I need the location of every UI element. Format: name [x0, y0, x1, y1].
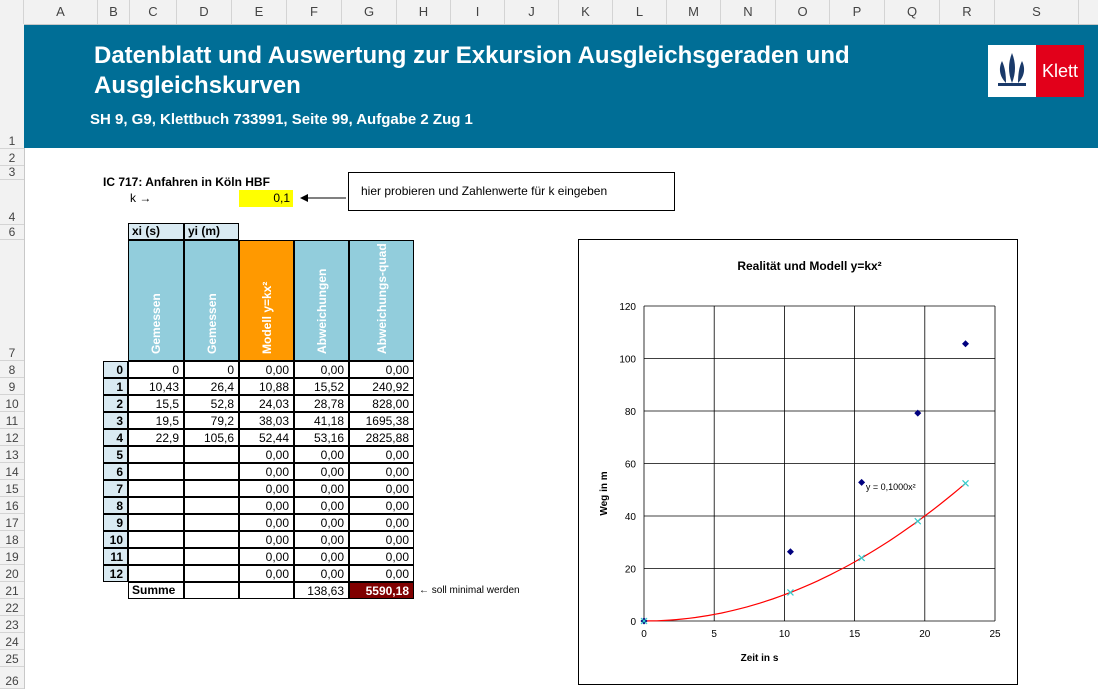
row-header-22[interactable]: 22: [0, 599, 24, 616]
column-header-f[interactable]: F: [287, 0, 342, 24]
column-header-i[interactable]: I: [451, 0, 505, 24]
k-label: k →: [130, 191, 152, 205]
header-modell-label: Modell y=kx²: [259, 281, 274, 354]
table-cell-y[interactable]: 26,4: [184, 378, 239, 395]
column-header-g[interactable]: G: [342, 0, 397, 24]
y-tick-label: 120: [619, 302, 636, 313]
x-tick-label: 5: [711, 629, 717, 640]
sum-empty-2: [239, 582, 294, 599]
table-cell-a[interactable]: 0,00: [294, 480, 349, 497]
table-cell-x[interactable]: [128, 497, 184, 514]
table-cell-i[interactable]: 9: [103, 514, 128, 531]
column-header-a[interactable]: A: [24, 0, 98, 24]
table-cell-q[interactable]: 240,92: [349, 378, 414, 395]
table-cell-m[interactable]: 10,88: [239, 378, 294, 395]
table-cell-x[interactable]: 15,5: [128, 395, 184, 412]
column-header-p[interactable]: P: [830, 0, 885, 24]
table-cell-x[interactable]: [128, 514, 184, 531]
column-header-k[interactable]: K: [559, 0, 613, 24]
header-gemessen-y-label: Gemessen: [204, 293, 219, 354]
trend-label: y = 0,1000x²: [865, 481, 916, 492]
header-abweichungen: [294, 240, 349, 361]
table-cell-m[interactable]: 0,00: [239, 531, 294, 548]
table-cell-m[interactable]: 0,00: [239, 463, 294, 480]
table-cell-a[interactable]: 53,16: [294, 429, 349, 446]
table-cell-q[interactable]: 0,00: [349, 480, 414, 497]
page-title: Datenblatt und Auswertung zur Exkursion Ausgleichsgeraden und Ausgleichskurven: [94, 42, 850, 99]
column-header-c[interactable]: C: [130, 0, 177, 24]
header-gemessen-x: [128, 240, 184, 361]
row-header-16[interactable]: 16: [0, 497, 24, 514]
table-cell-i[interactable]: 10: [103, 531, 128, 548]
page-subtitle: SH 9, G9, Klettbuch 733991, Seite 99, Aufgabe 2 Zug 1: [90, 111, 473, 128]
table-cell-a[interactable]: 0,00: [294, 548, 349, 565]
table-cell-i[interactable]: 6: [103, 463, 128, 480]
header-abweichungen-label: Abweichungen: [314, 268, 329, 354]
row-header-11[interactable]: 11: [0, 412, 24, 429]
row-header-19[interactable]: 19: [0, 548, 24, 565]
column-header-h[interactable]: H: [397, 0, 451, 24]
table-cell-q[interactable]: 2825,88: [349, 429, 414, 446]
row-header-6[interactable]: 6: [0, 225, 24, 240]
column-header-n[interactable]: N: [721, 0, 776, 24]
table-cell-a[interactable]: 0,00: [294, 531, 349, 548]
table-cell-x[interactable]: 10,43: [128, 378, 184, 395]
table-cell-y[interactable]: [184, 446, 239, 463]
sum-label: Summe: [128, 582, 184, 599]
table-cell-i[interactable]: 2: [103, 395, 128, 412]
data-point-modell: [915, 518, 921, 524]
table-cell-x[interactable]: [128, 463, 184, 480]
row-header-23[interactable]: 23: [0, 616, 24, 633]
row-header-2[interactable]: 2: [0, 149, 24, 166]
y-tick-label: 100: [619, 354, 636, 366]
table-cell-y[interactable]: [184, 531, 239, 548]
table-cell-a[interactable]: 0,00: [294, 361, 349, 378]
table-cell-i[interactable]: 8: [103, 497, 128, 514]
data-point-gemessen: [858, 479, 865, 486]
row-header-1[interactable]: 1: [0, 25, 24, 149]
row-header-7[interactable]: 7: [0, 240, 24, 361]
y-tick-label: 60: [624, 459, 636, 471]
x-tick-label: 20: [919, 629, 931, 640]
sum-abweichungs-quad: 5590,18: [349, 582, 414, 599]
table-cell-x[interactable]: 22,9: [128, 429, 184, 446]
y-axis-label: Weg in m: [599, 471, 610, 516]
table-cell-x[interactable]: [128, 565, 184, 582]
column-header-m[interactable]: M: [667, 0, 721, 24]
table-cell-x[interactable]: [128, 548, 184, 565]
corner-cell[interactable]: [0, 0, 24, 24]
table-cell-m[interactable]: 52,44: [239, 429, 294, 446]
data-point-modell: [859, 555, 865, 561]
table-cell-m[interactable]: 0,00: [239, 446, 294, 463]
title-banner: [24, 25, 1098, 148]
row-header-21[interactable]: 21: [0, 582, 24, 599]
header-modell: [239, 240, 294, 361]
column-header-e[interactable]: E: [232, 0, 287, 24]
table-cell-y[interactable]: [184, 480, 239, 497]
table-cell-y[interactable]: [184, 514, 239, 531]
table-cell-y[interactable]: [184, 565, 239, 582]
row-header-3[interactable]: 3: [0, 166, 24, 180]
table-cell-i[interactable]: 7: [103, 480, 128, 497]
row-header-18[interactable]: 18: [0, 531, 24, 548]
header-gemessen-y: [184, 240, 239, 361]
table-cell-m[interactable]: 0,00: [239, 514, 294, 531]
table-cell-i[interactable]: 12: [103, 565, 128, 582]
data-point-gemessen: [787, 548, 794, 555]
header-abweichungs-quad-label: Abweichungs-quad: [374, 243, 389, 354]
y-tick-label: 80: [624, 407, 636, 418]
sum-abweichungen: 138,63: [294, 582, 349, 599]
chart-title: Realität und Modell y=kx²: [737, 259, 882, 273]
x-axis-label: Zeit in s: [740, 653, 779, 664]
table-cell-q[interactable]: 0,00: [349, 446, 414, 463]
table-cell-q[interactable]: 0,00: [349, 565, 414, 582]
row-header-25[interactable]: 25: [0, 650, 24, 667]
table-cell-x[interactable]: [128, 480, 184, 497]
table-cell-y[interactable]: 52,8: [184, 395, 239, 412]
header-xi: xi (s): [128, 223, 184, 240]
table-cell-y[interactable]: 79,2: [184, 412, 239, 429]
table-cell-x[interactable]: 0: [128, 361, 184, 378]
table-cell-q[interactable]: 0,00: [349, 548, 414, 565]
column-header-r[interactable]: R: [940, 0, 995, 24]
y-tick-label: 20: [624, 564, 636, 576]
table-cell-q[interactable]: 1695,38: [349, 412, 414, 429]
k-input-cell[interactable]: 0,1: [239, 190, 293, 207]
table-cell-q[interactable]: 0,00: [349, 463, 414, 480]
table-cell-a[interactable]: 0,00: [294, 497, 349, 514]
table-cell-i[interactable]: 5: [103, 446, 128, 463]
sum-note: ← soll minimal werden: [419, 585, 520, 596]
table-cell-m[interactable]: 0,00: [239, 565, 294, 582]
table-cell-m[interactable]: 0,00: [239, 497, 294, 514]
row-header-10[interactable]: 10: [0, 395, 24, 412]
table-cell-i[interactable]: 4: [103, 429, 128, 446]
y-tick-label: 40: [624, 512, 636, 523]
table-cell-q[interactable]: 0,00: [349, 531, 414, 548]
column-header-d[interactable]: D: [177, 0, 232, 24]
x-tick-label: 10: [778, 629, 790, 640]
x-tick-label: 0: [641, 629, 647, 640]
row-header-9[interactable]: 9: [0, 378, 24, 395]
table-cell-a[interactable]: 0,00: [294, 463, 349, 480]
table-cell-x[interactable]: 19,5: [128, 412, 184, 429]
data-point-modell: [787, 589, 793, 595]
header-gemessen-x-label: Gemessen: [149, 293, 163, 354]
table-cell-q[interactable]: 0,00: [349, 361, 414, 378]
row-header-8[interactable]: 8: [0, 361, 24, 378]
row-header-12[interactable]: 12: [0, 429, 24, 446]
table-cell-a[interactable]: 0,00: [294, 514, 349, 531]
table-cell-m[interactable]: 38,03: [239, 412, 294, 429]
x-tick-label: 25: [989, 629, 1001, 640]
header-abweichungs-quad: [349, 240, 414, 361]
logo-text: Klett: [1036, 45, 1084, 97]
table-cell-i[interactable]: 1: [103, 378, 128, 395]
table-cell-y[interactable]: 0: [184, 361, 239, 378]
table-cell-i[interactable]: 0: [103, 361, 128, 378]
chart-container[interactable]: [578, 239, 1018, 685]
row-header-bar: [0, 24, 25, 689]
data-point-gemessen: [962, 340, 969, 347]
table-cell-y[interactable]: [184, 463, 239, 480]
row-header-26[interactable]: 26: [0, 667, 24, 689]
table-cell-m[interactable]: 24,03: [239, 395, 294, 412]
table-cell-m[interactable]: 0,00: [239, 548, 294, 565]
table-cell-i[interactable]: 3: [103, 412, 128, 429]
column-header-b[interactable]: B: [98, 0, 130, 24]
column-header-o[interactable]: O: [776, 0, 830, 24]
table-cell-y[interactable]: 105,6: [184, 429, 239, 446]
table-cell-a[interactable]: 0,00: [294, 565, 349, 582]
klett-logo: [988, 45, 1084, 97]
row-header-15[interactable]: 15: [0, 480, 24, 497]
sum-empty-1: [184, 582, 239, 599]
column-header-j[interactable]: J: [505, 0, 559, 24]
row-header-24[interactable]: 24: [0, 633, 24, 650]
table-cell-q[interactable]: 0,00: [349, 514, 414, 531]
row-header-4[interactable]: 4: [0, 180, 24, 225]
column-header-s[interactable]: S: [995, 0, 1079, 24]
column-header-l[interactable]: L: [613, 0, 667, 24]
scatter-chart: [579, 240, 1017, 684]
table-cell-i[interactable]: 11: [103, 548, 128, 565]
table-cell-q[interactable]: 0,00: [349, 497, 414, 514]
x-tick-label: 15: [849, 629, 861, 640]
trend-curve: [644, 483, 966, 621]
task-heading: IC 717: Anfahren in Köln HBF: [103, 175, 270, 189]
row-header-17[interactable]: 17: [0, 514, 24, 531]
data-point-modell: [963, 480, 969, 486]
table-cell-a[interactable]: 28,78: [294, 395, 349, 412]
row-header-20[interactable]: 20: [0, 565, 24, 582]
column-header-q[interactable]: Q: [885, 0, 940, 24]
table-cell-q[interactable]: 828,00: [349, 395, 414, 412]
y-tick-label: 0: [630, 617, 636, 628]
table-cell-a[interactable]: 0,00: [294, 446, 349, 463]
table-cell-x[interactable]: [128, 531, 184, 548]
table-cell-y[interactable]: [184, 548, 239, 565]
row-header-13[interactable]: 13: [0, 446, 24, 463]
klett-logo-icon: [988, 45, 1036, 97]
row-header-14[interactable]: 14: [0, 463, 24, 480]
column-header-bar: [0, 0, 1098, 25]
table-cell-m[interactable]: 0,00: [239, 361, 294, 378]
header-yi: yi (m): [184, 223, 239, 240]
table-cell-a[interactable]: 41,18: [294, 412, 349, 429]
table-cell-x[interactable]: [128, 446, 184, 463]
table-cell-y[interactable]: [184, 497, 239, 514]
table-cell-m[interactable]: 0,00: [239, 480, 294, 497]
arrow-left-icon: [300, 191, 348, 205]
hint-box: hier probieren und Zahlenwerte für k eingeben: [348, 172, 675, 211]
table-cell-a[interactable]: 15,52: [294, 378, 349, 395]
